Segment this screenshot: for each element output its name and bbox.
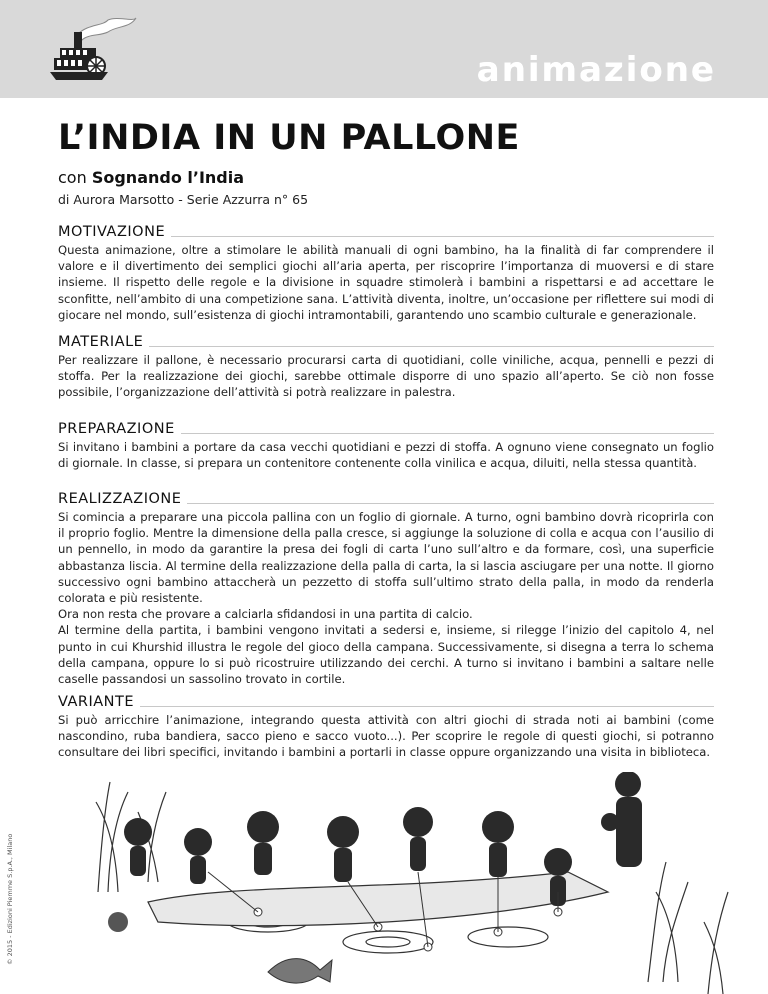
page-title: L’INDIA IN UN PALLONE — [58, 118, 520, 158]
section-variante — [58, 694, 714, 761]
subtitle — [58, 168, 244, 187]
section-text: Per realizzare il pallone, è necessario procurarsi carta di quotidiani, colle viniliche, acqua, pennelli e pezzi di stoffa. Per la realizzazione dei giochi, sarebbe ottimale disporre di uno spazio all’aperto. Se ciò non fosse possibile, l’organizzazione dell’attività si potrà realizzare in palestra. — [58, 353, 714, 400]
section-heading — [58, 491, 714, 507]
section-heading — [58, 334, 714, 350]
section-heading — [58, 421, 714, 437]
book-title: Sognando l’India — [91, 168, 245, 187]
heading-text: PREPARAZIONE — [58, 421, 175, 437]
section-text: Si può arricchire l’animazione, integrando questa attività con altri giochi di strada noti ai bambini (come nascondino, ruba bandiera, sacco pieno e sacco vuoto...). Per scoprire le regole di questi giochi, si potranno consultare dei libri specifici, invitando i bambini a portarli in classe oppure organizzando una visita in biblioteca. — [58, 713, 714, 760]
heading-text: REALIZZAZIONE — [58, 491, 182, 507]
copyright-credit: © 2015 - Edizioni Piemme S.p.A., Milano — [6, 833, 14, 965]
section-preparazione — [58, 421, 714, 471]
author-line: di Aurora Marsotto - Serie Azzurra n° 65 — [58, 192, 309, 207]
section-text: Questa animazione, oltre a stimolare le abilità manuali di ogni bambino, ha la finalità di far comprendere il valore e il divertimento dei semplici giochi all’aria aperta, per riscoprire l’importanza di muoversi e di stare insieme. Il rispetto delle regole e la divisione in squadre stimolerà i bambini a rispettarsi e ad accettare le sconfitte, nell’ambito di una competizione sana. L’attività diventa, inoltre, un’occasione per riflettere sui modi di giocare nel mondo, sull’esistenza di giochi intramontabili, garantendo uno scambio culturale e generazionale. — [58, 243, 714, 322]
section-realizzazione — [58, 491, 714, 687]
section-motivazione — [58, 224, 714, 323]
section-heading — [58, 694, 714, 710]
heading-text: VARIANTE — [58, 694, 135, 710]
subtitle-prefix: con — [58, 168, 87, 187]
section-word: animazione — [476, 50, 716, 90]
section-heading — [58, 224, 714, 240]
heading-rule — [181, 433, 714, 434]
section-text: Si comincia a preparare una piccola pallina con un foglio di giornale. A turno, ogni bambino dovrà ricoprirla con il proprio foglio. Mentre la dimensione della palla cresce, si aggiunge la soluzione di colla e acqua con l’ausilio di un pennello, in modo da garantire la presa dei fogli di carta l’uno sull’altro e da formare, così, una superficie abbastanza liscia. Al termine della realizzazione della palla di carta, la si lascia asciugare per una notte. Il giorno successivo ogni bambino attaccherà un pezzetto di stoffa sull’ultimo strato della palla, in modo da renderla colorata e più resistente. — [58, 510, 714, 606]
heading-rule — [171, 236, 714, 237]
children-playing-illustration — [88, 772, 748, 994]
heading-rule — [149, 346, 714, 347]
steamboat-icon — [48, 14, 138, 86]
heading-text: MOTIVAZIONE — [58, 224, 166, 240]
section-materiale — [58, 334, 714, 401]
heading-rule — [187, 503, 714, 504]
heading-text: MATERIALE — [58, 334, 144, 350]
section-text: Ora non resta che provare a calciarla sfidandosi in una partita di calcio. — [58, 607, 473, 622]
heading-rule — [140, 706, 714, 707]
section-text: Al termine della partita, i bambini vengono invitati a sedersi e, insieme, si rilegge l’inizio del capitolo 4, nel punto in cui Khurshid illustra le regole del gioco della campana. Successivamente, si disegna a terra lo schema della campana, oppure lo si può ricostruire utilizzando dei cerchi. A turno si invitano i bambini a saltare nelle caselle passandosi un sassolino trovato in cortile. — [58, 623, 714, 687]
section-text: Si invitano i bambini a portare da casa vecchi quotidiani e pezzi di stoffa. A ognuno viene consegnato un foglio di giornale. In classe, si prepara un contenitore contenente colla vinilica e acqua, diluiti, nella stessa quantità. — [58, 440, 714, 471]
